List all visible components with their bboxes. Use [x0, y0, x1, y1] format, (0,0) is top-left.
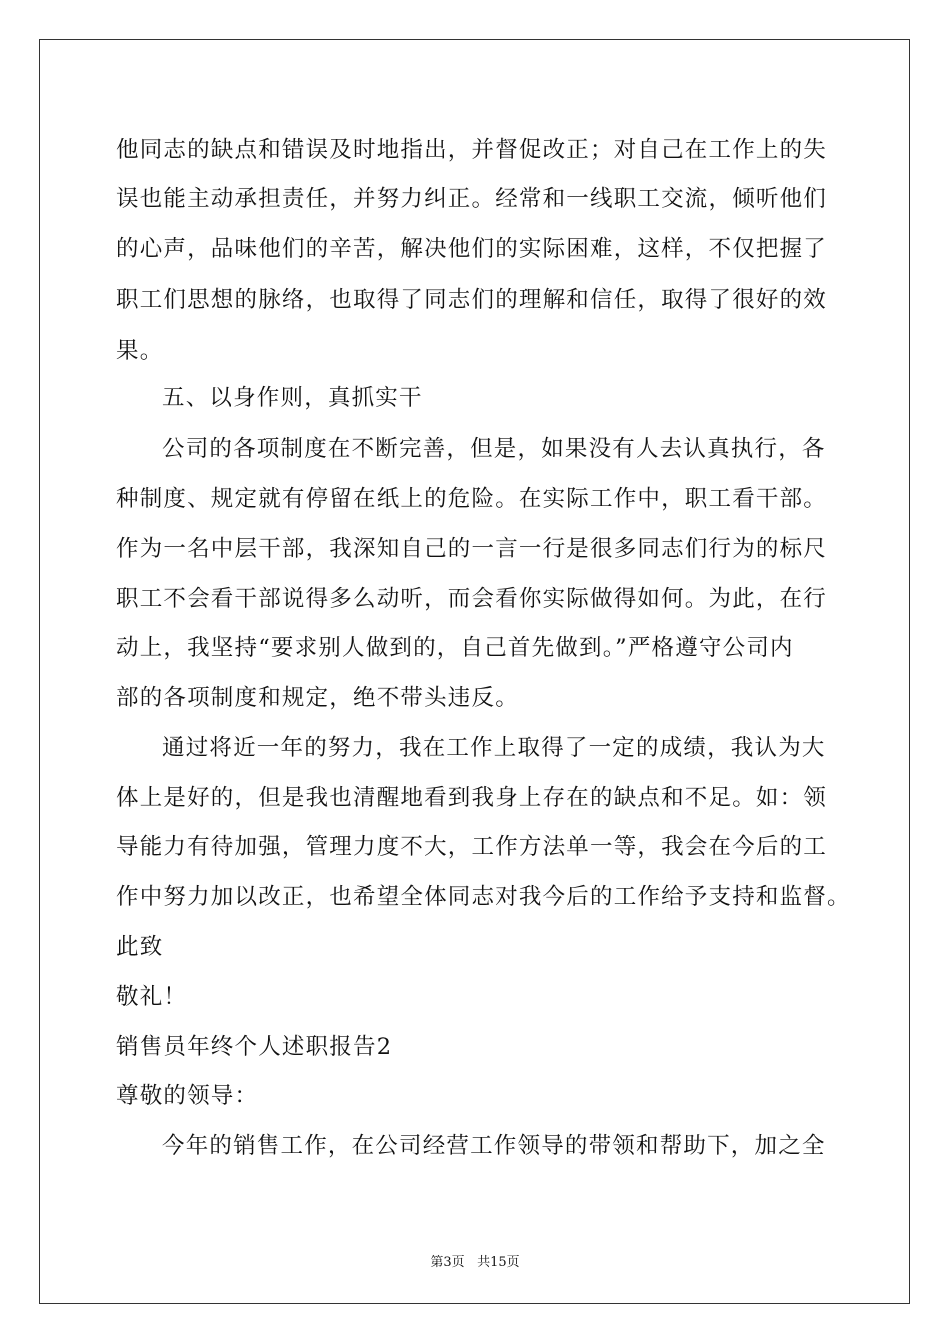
text-line: 体上是好的，但是我也清醒地看到我身上存在的缺点和不足。如：领	[116, 785, 828, 811]
text-line: 果。	[116, 338, 164, 364]
text-line: 误也能主动承担责任，并努力纠正。经常和一线职工交流，倾听他们	[116, 186, 828, 212]
text-line: 作中努力加以改正，也希望全体同志对我今后的工作给予支持和监督。	[116, 884, 851, 910]
closing-line: 敬礼！	[116, 984, 188, 1010]
text-line: 公司的各项制度在不断完善，但是，如果没有人去认真执行，各	[162, 436, 826, 462]
text-line: 的心声，品味他们的辛苦，解决他们的实际困难，这样，不仅把握了	[116, 236, 828, 262]
text-line: 部的各项制度和规定，绝不带头违反。	[116, 685, 519, 711]
text-line: 种制度、规定就有停留在纸上的危险。在实际工作中，职工看干部。	[116, 486, 828, 512]
text-line: 职工们思想的脉络，也取得了同志们的理解和信任，取得了很好的效	[116, 287, 828, 313]
report-title: 销售员年终个人述职报告2	[116, 1034, 393, 1060]
text-line: 导能力有待加强，管理力度不大，工作方法单一等，我会在今后的工	[116, 834, 828, 860]
text-line: 作为一名中层干部，我深知自己的一言一行是很多同志们行为的标尺	[116, 536, 828, 562]
page-number: 第3页	[430, 1255, 465, 1270]
closing-line: 此致	[116, 934, 164, 960]
page-total: 共15页	[477, 1255, 520, 1270]
section-heading: 五、以身作则，真抓实干	[162, 385, 423, 411]
text-line: 今年的销售工作，在公司经营工作领导的带领和帮助下，加之全	[162, 1133, 826, 1159]
text-line: 动上，我坚持“要求别人做到的，自己首先做到。”严格遵守公司内	[116, 635, 794, 661]
page-border	[39, 39, 910, 1304]
text-line: 职工不会看干部说得多么动听，而会看你实际做得如何。为此，在行	[116, 586, 828, 612]
page-footer	[0, 1251, 950, 1270]
salutation: 尊敬的领导：	[116, 1083, 259, 1109]
text-line: 通过将近一年的努力，我在工作上取得了一定的成绩，我认为大	[162, 735, 826, 761]
text-line: 他同志的缺点和错误及时地指出，并督促改正；对自己在工作上的失	[116, 137, 828, 163]
